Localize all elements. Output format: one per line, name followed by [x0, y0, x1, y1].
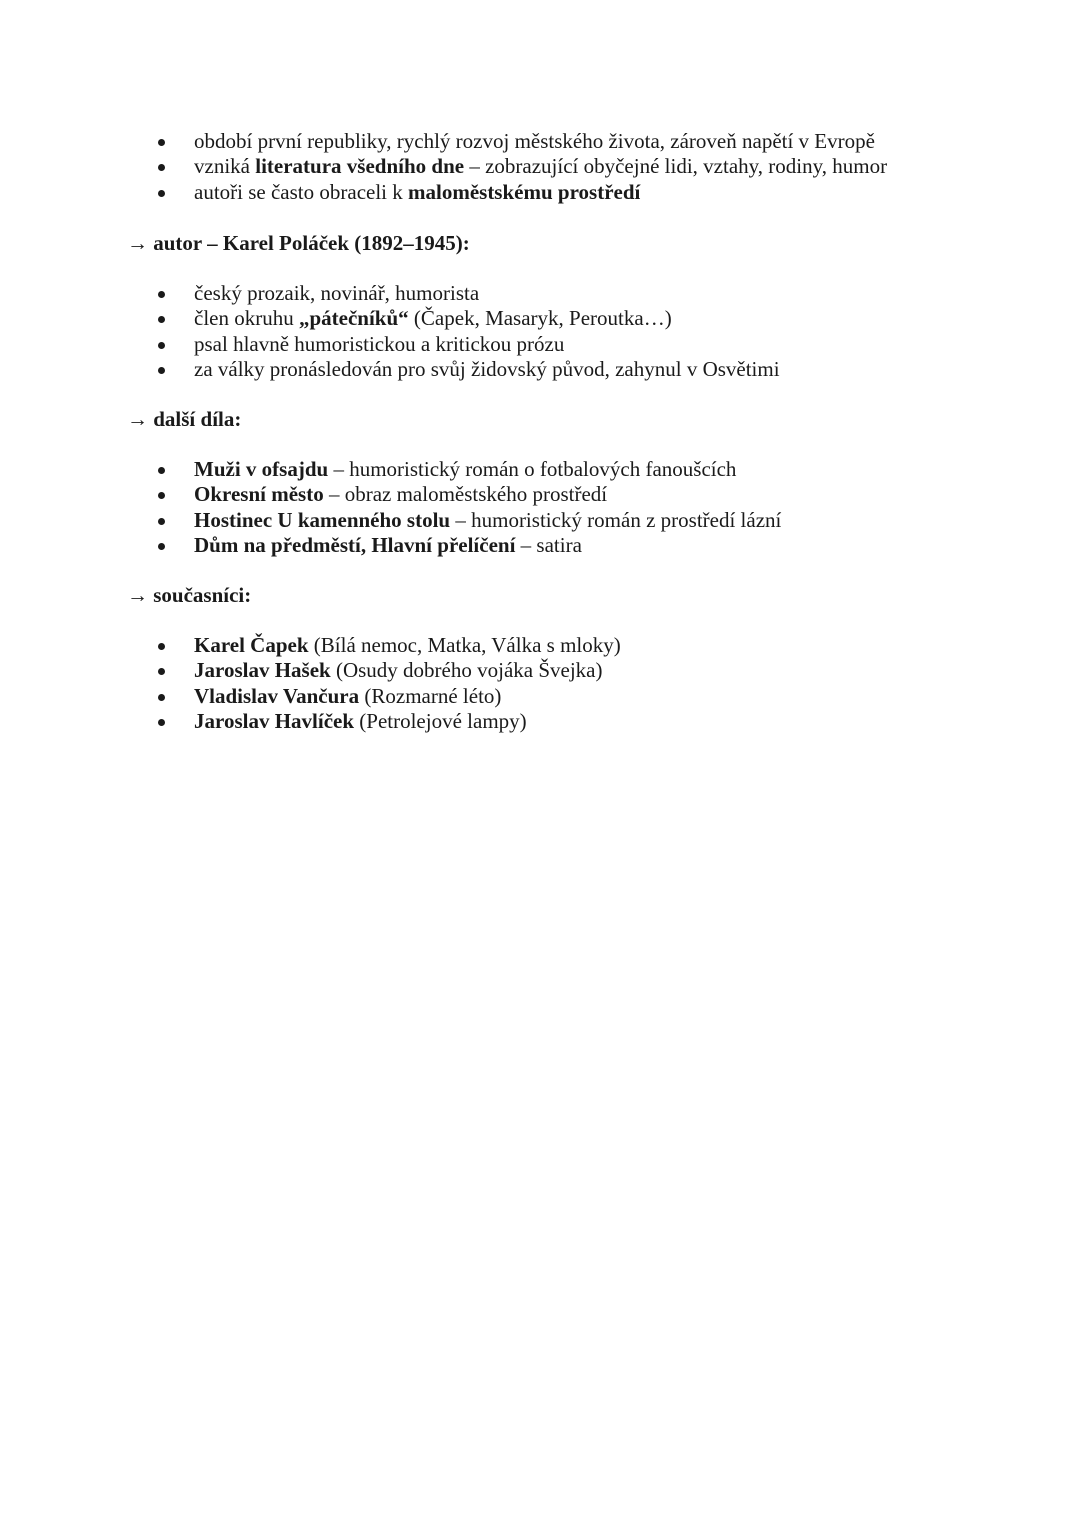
emphasis: Hostinec U kamenného stolu [194, 507, 451, 532]
list-item: Muži v ofsajdu – humoristický román o fotbalových fanoušcích [158, 457, 1018, 482]
list-item: období první republiky, rychlý rozvoj městského života, zároveň napětí v Evropě [158, 129, 1018, 154]
emphasis: „pátečníků“ [298, 306, 409, 331]
author-list [158, 281, 1018, 382]
list-item: Karel Čapek (Bílá nemoc, Matka, Válka s mloky) [158, 633, 1018, 658]
arrow-icon: → [127, 407, 148, 431]
section-heading-author: → autor – Karel Poláček (1892–1945): [127, 231, 470, 255]
list-item: Dům na předměstí, Hlavní přelíčení – satira [158, 533, 1018, 558]
list-item: Jaroslav Havlíček (Petrolejové lampy) [158, 709, 1018, 734]
arrow-icon: → [127, 583, 148, 607]
emphasis: Jaroslav Havlíček [194, 708, 355, 733]
emphasis: Jaroslav Hašek [194, 658, 331, 683]
contemporaries-list [158, 633, 1018, 734]
emphasis: Okresní město [194, 482, 324, 507]
section-heading-works: → další díla: [127, 407, 242, 431]
list-item: český prozaik, novinář, humorista [158, 281, 1018, 306]
list-item: autoři se často obraceli k maloměstskému prostředí [158, 180, 1018, 205]
emphasis: Vladislav Vančura [194, 683, 360, 708]
arrow-icon: → [127, 231, 148, 255]
emphasis: literatura všedního dne [255, 154, 465, 179]
list-item: vzniká literatura všedního dne – zobrazující obyčejné lidi, vztahy, rodiny, humor [158, 154, 1018, 179]
list-item: Hostinec U kamenného stolu – humoristický román z prostředí lázní [158, 508, 1018, 533]
emphasis: Karel Čapek [194, 633, 309, 657]
section-heading-contemporaries: → současníci: [127, 583, 252, 607]
emphasis: Muži v ofsajdu [194, 457, 329, 481]
emphasis: Dům na předměstí, Hlavní přelíčení [194, 532, 516, 557]
works-list [158, 457, 1018, 558]
list-item: Okresní město – obraz maloměstského prostředí [158, 482, 1018, 507]
list-item: Vladislav Vančura (Rozmarné léto) [158, 684, 1018, 709]
emphasis: maloměstskému prostředí [408, 179, 641, 204]
list-item: psal hlavně humoristickou a kritickou prózu [158, 332, 1018, 357]
list-item: za války pronásledován pro svůj židovský původ, zahynul v Osvětimi [158, 357, 1018, 382]
list-item: Jaroslav Hašek (Osudy dobrého vojáka Švejka) [158, 658, 1018, 683]
context-list [158, 129, 1018, 205]
list-item: člen okruhu „pátečníků“ (Čapek, Masaryk, Peroutka…) [158, 306, 1018, 331]
